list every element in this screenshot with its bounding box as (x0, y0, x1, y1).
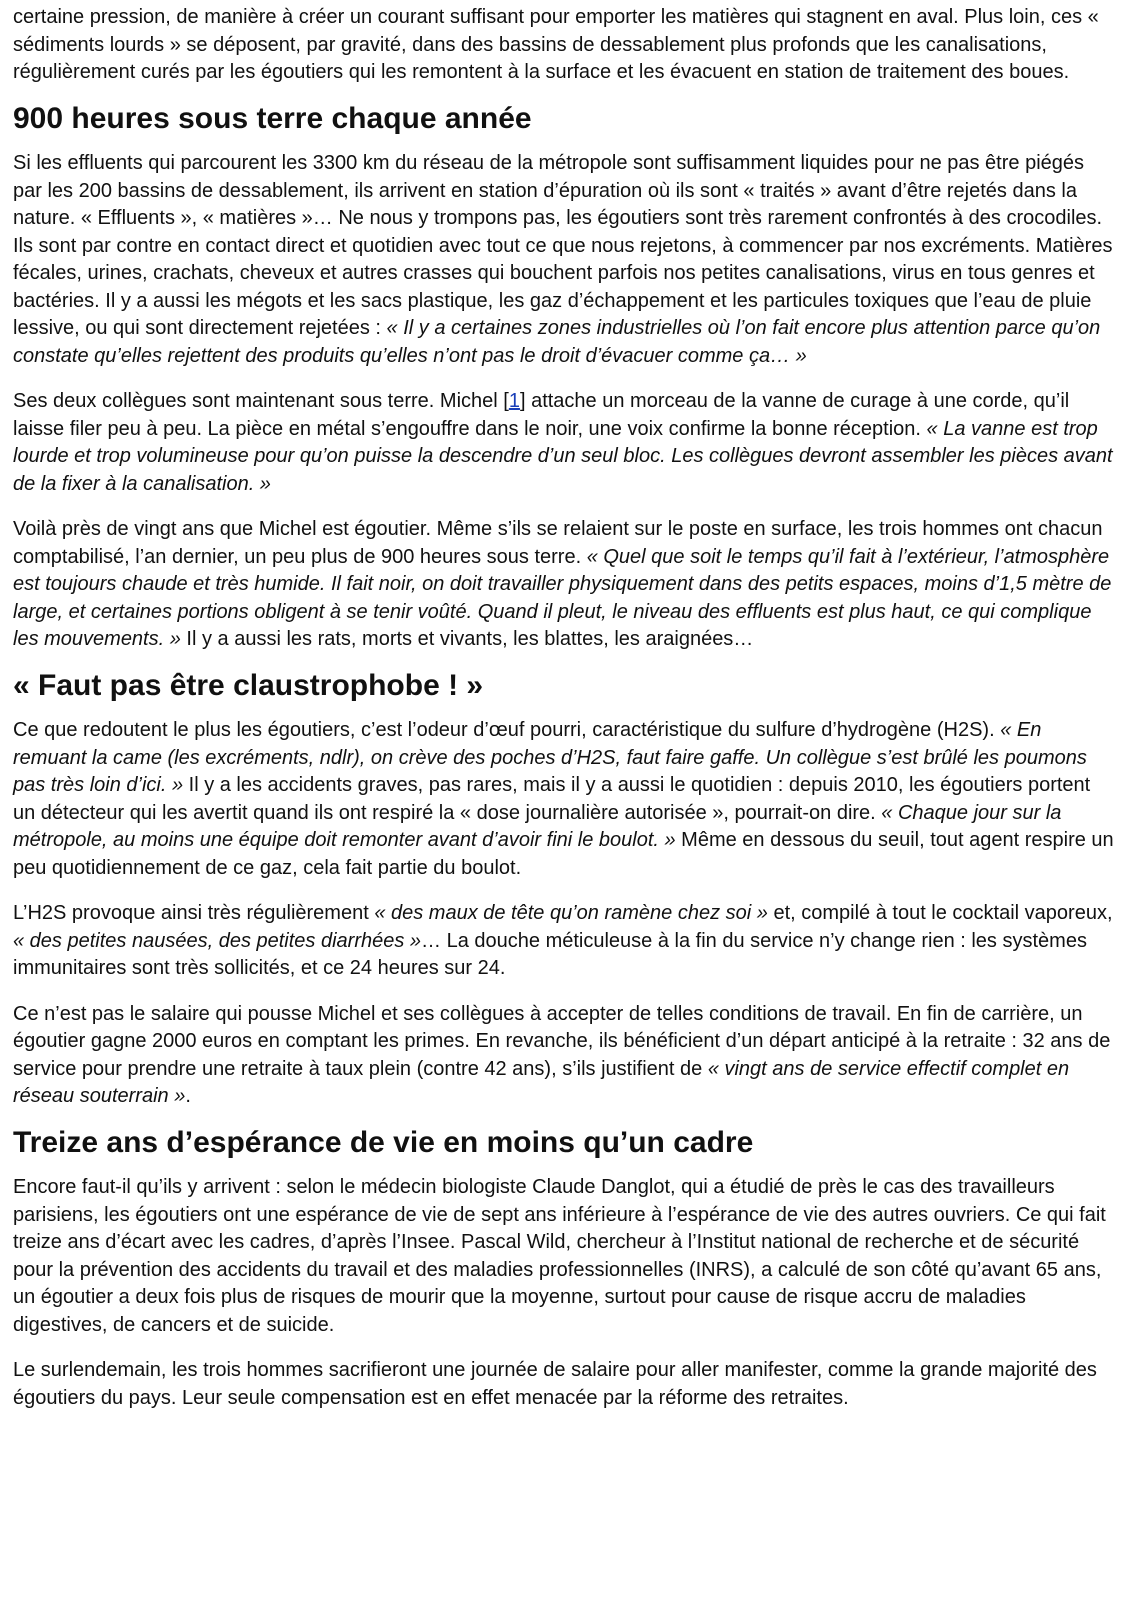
section-heading-1 (13, 101, 1115, 135)
body-text: Même en dessous du seuil, tout agent respire un peu quotidiennement de ce gaz, cela fait partie du boulot. (13, 829, 1114, 879)
paragraph-3 (13, 388, 1115, 498)
section-heading-3 (13, 1125, 1115, 1159)
quote-text: « des maux de tête qu’on ramène chez soi » (374, 902, 768, 924)
paragraph-8 (13, 1174, 1115, 1339)
body-text: Si les effluents qui parcourent les 3300 km du réseau de la métropole sont suffisamment liquides pour ne pas être piégés par les 200 bassins de dessablement, ils arrivent en station d’épuration où ils sont « traités » avant d’être rejetés dans la nature. « Effluents », « matières »… Ne nous y trompons pas, les égoutiers sont très rarement confrontés à des crocodiles. Ils sont par contre en contact direct et quotidien avec tout ce que nous rejetons, à commencer par nos excréments. Matières fécales, urines, crachats, cheveux et autres crasses qui bouchent parfois nos petites canalisations, virus en tous genres et bactéries. Il y a aussi les mégots et les sacs plastique, les gaz d’échappement et les particules toxiques que l’eau de pluie lessive, ou qui sont directement rejetées : (13, 152, 1113, 339)
paragraph-2 (13, 150, 1115, 370)
body-text: et, compilé à tout le cocktail vaporeux, (767, 902, 1113, 924)
paragraph-1 (13, 4, 1115, 87)
body-text: L’H2S provoque ainsi très régulièrement (13, 902, 375, 924)
article-body (13, 4, 1115, 1412)
quote-text: « La vanne est trop lourde et trop volumineuse pour qu’on puisse la descendre d’un seul bloc. Les collègues devront assembler les pièces avant de la fixer à la canalisation. » (13, 417, 1113, 495)
quote-text: « Chaque jour sur la métropole, au moins une équipe doit remonter avant d’avoir fini le boulot. » (13, 801, 1062, 851)
paragraph-4 (13, 516, 1115, 654)
quote-text: « des petites nausées, des petites diarrhées » (13, 929, 422, 952)
body-text: « Faut pas être claustrophobe ! » (13, 668, 484, 702)
quote-text: « vingt ans de service effectif complet en réseau souterrain » (13, 1057, 1070, 1107)
paragraph-6 (13, 900, 1115, 983)
body-text: Ses deux collègues sont maintenant sous terre. Michel [ (13, 390, 509, 412)
body-text: Treize ans d’espérance de vie en moins qu’un cadre (13, 1125, 754, 1159)
body-text: Voilà près de vingt ans que Michel est égoutier. Même s’ils se relaient sur le poste en surface, les trois hommes ont chacun comptabilisé, l’an dernier, un peu plus de 900 heures sous terre. (13, 518, 1103, 568)
footnote-link[interactable]: 1 (508, 390, 520, 412)
paragraph-7 (13, 1001, 1115, 1111)
section-heading-2 (13, 668, 1115, 702)
body-text: certaine pression, de manière à créer un courant suffisant pour emporter les matières qui stagnent en aval. Plus loin, ces « sédiments lourds » se déposent, par gravité, dans des bassins de dessablement plus profonds que les canalisations, régulièrement curés par les égoutiers qui les remontent à la surface et les évacuent en station de traitement des boues. (13, 6, 1099, 83)
body-text: . (185, 1085, 191, 1107)
quote-text: « Quel que soit le temps qu’il fait à l’extérieur, l’atmosphère est toujours chaude et très humide. Il fait noir, on doit travailler physiquement dans des petits espaces, moins d’1,5 mètre de large, et certaines portions obligent à se tenir voûté. Quand il pleut, le niveau des effluents est plus haut, ce qui complique les mouvements. » (13, 545, 1112, 650)
body-text: … La douche méticuleuse à la fin du service n’y change rien : les systèmes immunitaires sont très sollicités, et ce 24 heures sur 24. (13, 929, 1087, 979)
body-text: Le surlendemain, les trois hommes sacrifieront une journée de salaire pour aller manifester, comme la grande majorité des égoutiers du pays. Leur seule compensation est en effet menacée par la réforme des retraites. (13, 1359, 1097, 1409)
body-text: Il y a les accidents graves, pas rares, mais il y a aussi le quotidien : depuis 2010, les égoutiers portent un détecteur qui les avertit quand ils ont respiré la « dose journalière autorisée », pourrait-on dire. (13, 774, 1091, 824)
body-text: ] attache un morceau de la vanne de curage à une corde, qu’il laisse filer peu à peu. La pièce en métal s’engouffre dans le noir, une voix confirme la bonne réception. (13, 390, 1070, 440)
quote-text: « En remuant la came (les excréments, ndlr), on crève des poches d’H2S, faut faire gaffe. Un collègue s’est brûlé les poumons pas très loin d’ici. » (13, 719, 1087, 796)
body-text: Ce que redoutent le plus les égoutiers, c’est l’odeur d’œuf pourri, caractéristique du sulfure d’hydrogène (H2S). (13, 719, 1001, 741)
quote-text: « Il y a certaines zones industrielles où l’on fait encore plus attention parce qu’on constate qu’elles rejettent des produits qu’elles n’ont pas le droit d’évacuer comme ça… » (13, 317, 1101, 367)
paragraph-5 (13, 717, 1115, 882)
body-text: 900 heures sous terre chaque année (13, 101, 532, 135)
body-text: Il y a aussi les rats, morts et vivants, les blattes, les araignées… (180, 628, 754, 650)
body-text: Encore faut-il qu’ils y arrivent : selon le médecin biologiste Claude Danglot, qui a étudié de près le cas des travailleurs parisiens, les égoutiers ont une espérance de vie de sept ans inférieure à l’espérance de vie des autres ouvriers. Ce qui fait treize ans d’écart avec les cadres, d’après l’Insee. Pascal Wild, chercheur à l’Institut national de recherche et de sécurité pour la prévention des accidents du travail et des maladies professionnelles (INRS), a calculé de son côté qu’avant 65 ans, un égoutier a deux fois plus de risques de mourir que la moyenne, surtout pour cause de risque accru de maladies digestives, de cancers et de suicide. (13, 1176, 1106, 1336)
paragraph-9 (13, 1357, 1115, 1412)
body-text: Ce n’est pas le salaire qui pousse Michel et ses collègues à accepter de telles conditions de travail. En fin de carrière, un égoutier gagne 2000 euros en comptant les primes. En revanche, ils bénéficient d’un départ anticipé à la retraite : 32 ans de service pour prendre une retraite à taux plein (contre 42 ans), s’ils justifient de (13, 1002, 1111, 1080)
